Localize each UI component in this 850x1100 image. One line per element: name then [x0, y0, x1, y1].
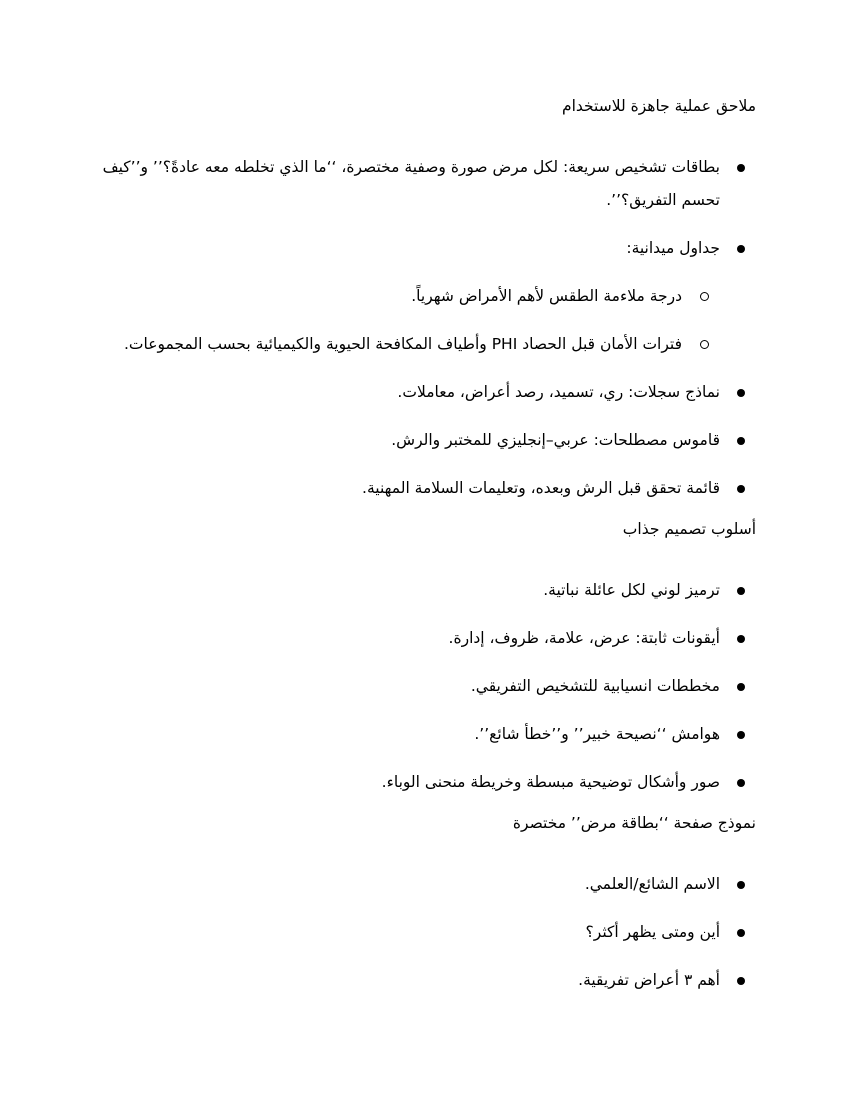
list-item [96, 472, 756, 505]
list-item-text: قائمة تحقق قبل الرش وبعده، وتعليمات السلامة المهنية. [362, 479, 720, 497]
list-item-text: ترميز لوني لكل عائلة نباتية. [543, 581, 720, 599]
list-item [96, 916, 756, 949]
sub-list [96, 280, 720, 361]
list-item [96, 868, 756, 901]
bullet-dot-icon [737, 635, 745, 643]
section-attractive-design [96, 516, 756, 799]
sub-list-item [96, 280, 756, 313]
section-heading: نموذج صفحة ‘‘بطاقة مرض’’ مختصرة [512, 814, 756, 832]
list-item-text: جداول ميدانية: [626, 239, 720, 257]
list-item [96, 424, 756, 457]
list-item-text: الاسم الشائع/العلمي. [584, 875, 720, 893]
list-item-text: نماذج سجلات: ري، تسميد، رصد أعراض، معاملات. [397, 383, 720, 401]
bullet-dot-icon [737, 389, 745, 397]
section-ready-appendices [96, 93, 756, 505]
bullet-dot-icon [737, 683, 745, 691]
bullet-dot-icon [737, 485, 745, 493]
bullet-list [96, 151, 756, 505]
sub-list-item [96, 328, 756, 361]
bullet-dot-icon [737, 587, 745, 595]
list-item [96, 670, 756, 703]
list-item-text: أيقونات ثابتة: عرض، علامة، ظروف، إدارة. [448, 629, 720, 647]
list-item [96, 376, 756, 409]
list-item-text: أين ومتى يظهر أكثر؟ [585, 923, 720, 941]
section-heading: أسلوب تصميم جذاب [622, 520, 756, 538]
bullet-dot-icon [737, 779, 745, 787]
list-item [96, 151, 756, 217]
bullet-dot-icon [737, 881, 745, 889]
list-item-text: صور وأشكال توضيحية مبسطة وخريطة منحنى الوباء. [381, 773, 720, 791]
sub-list-item-text: فترات الأمان قبل الحصاد PHI وأطياف المكافحة الحيوية والكيميائية بحسب المجموعات. [123, 335, 682, 353]
list-item-text: مخططات انسيابية للتشخيص التفريقي. [470, 677, 720, 695]
list-item [96, 718, 756, 751]
list-item-text: قاموس مصطلحات: عربي–إنجليزي للمختبر والرش. [391, 431, 720, 449]
section-disease-card-template [96, 810, 756, 997]
bullet-dot-icon [737, 164, 745, 172]
list-item [96, 232, 756, 361]
bullet-list [96, 574, 756, 799]
list-item-text: أهم ٣ أعراض تفريقية. [578, 971, 720, 989]
section-heading: ملاحق عملية جاهزة للاستخدام [562, 97, 756, 115]
bullet-dot-icon [737, 245, 745, 253]
sub-list-item-text: درجة ملاءمة الطقس لأهم الأمراض شهرياً. [411, 287, 682, 305]
list-item [96, 574, 756, 607]
list-item [96, 766, 756, 799]
bullet-dot-icon [737, 731, 745, 739]
list-item [96, 964, 756, 997]
bullet-dot-icon [737, 437, 745, 445]
list-item-text: هوامش ‘‘نصيحة خبير’’ و’’خطأ شائع’’. [474, 725, 720, 743]
hollow-circle-bullet-icon [700, 340, 709, 349]
bullet-dot-icon [737, 929, 745, 937]
bullet-list [96, 868, 756, 997]
list-item-text: بطاقات تشخيص سريعة: لكل مرض صورة وصفية مختصرة، ‘‘ما الذي تخلطه معه عادةً؟’’ و’’كيف تحسم التفريق؟’’. [102, 158, 720, 209]
list-item [96, 622, 756, 655]
bullet-dot-icon [737, 977, 745, 985]
hollow-circle-bullet-icon [700, 292, 709, 301]
document-body [96, 93, 756, 997]
